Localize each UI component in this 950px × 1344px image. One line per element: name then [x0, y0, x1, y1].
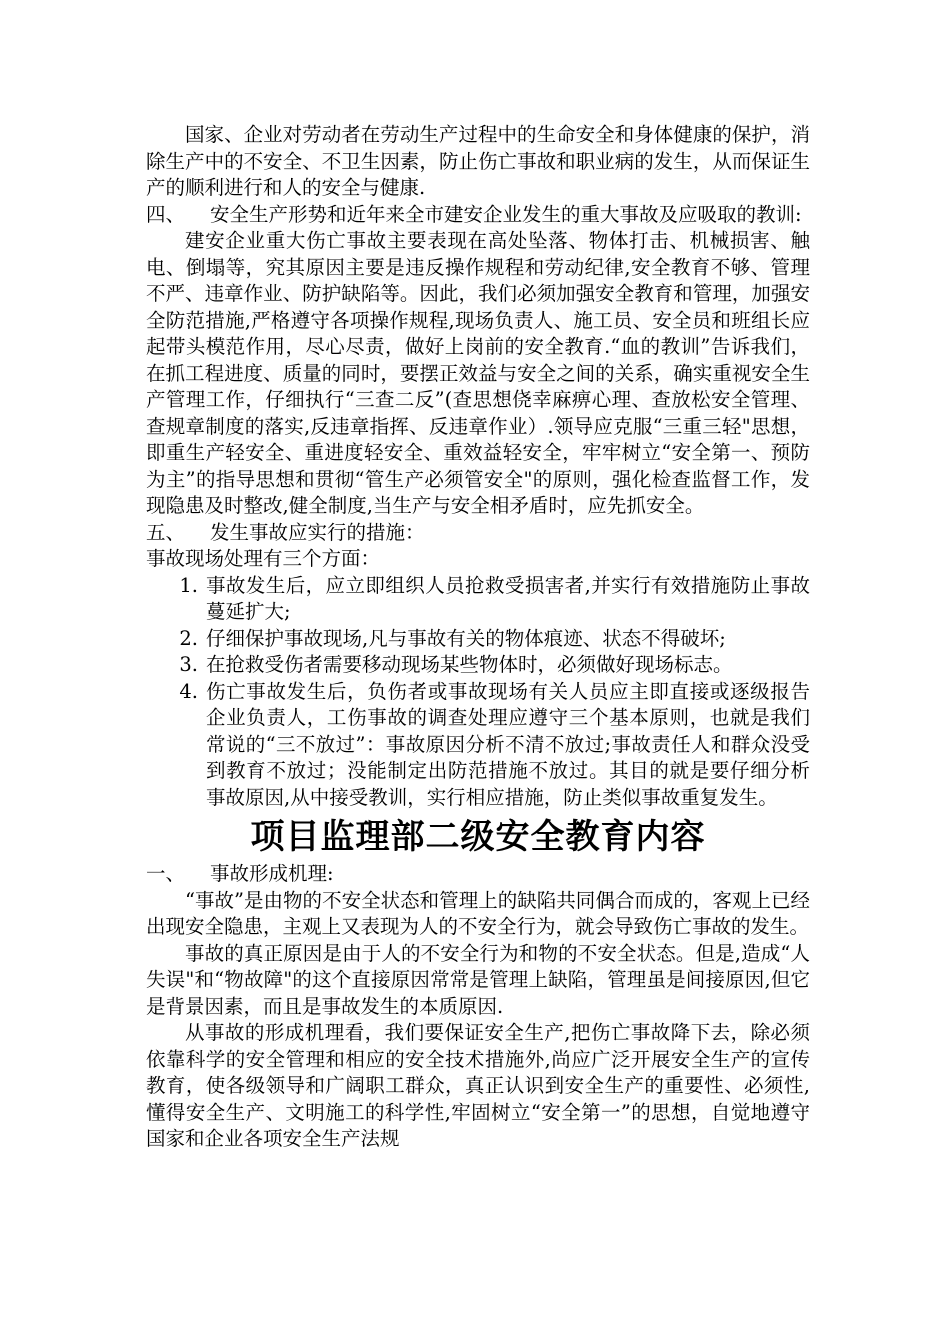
section-4-heading — [146, 202, 810, 229]
list-item — [146, 652, 810, 679]
list-item-number: 3. — [179, 653, 198, 676]
section-1-title: 事故形成机理: — [210, 862, 334, 885]
list-item-text: 伤亡事故发生后，负伤者或事故现场有关人员应主即直接或逐级报告企业负责人，工伤事故的调查处理应遵守三个基本原则，也就是我们常说的“三不放过”：事故原因分析不清不放过;事故责任人和群众没受到教育不放过；没能制定出防范措施不放过。其目的就是要仔细分析事故原因,从中接受教训，实行相应措施，防止类似事故重复发生。 — [206, 679, 810, 809]
list-item-text: 事故发生后，应立即组织人员抢救受损害者,并实行有效措施防止事故蔓延扩大; — [206, 573, 810, 623]
steps-list — [146, 573, 810, 812]
intro-paragraph: 国家、企业对劳动者在劳动生产过程中的生命安全和身体健康的保护，消除生产中的不安全、不卫生因素，防止伤亡事故和职业病的发生，从而保证生产的顺利进行和人的安全与健康. — [146, 123, 810, 199]
list-item — [146, 679, 810, 812]
section-1-paragraph-1: “事故”是由物的不安全状态和管理上的缺陷共同偶合而成的，客观上已经出现安全隐患，主观上又表现为人的不安全行为，就会导致伤亡事故的发生。 — [146, 888, 810, 938]
list-item-number: 1. — [179, 573, 198, 597]
main-title: 项目监理部二级安全教育内容 — [250, 817, 706, 857]
list-item-text: 在抢救受伤者需要移动现场某些物体时，必须做好现场标志。 — [206, 653, 733, 676]
list-item — [146, 573, 810, 626]
section-5-title: 发生事故应实行的措施： — [210, 520, 425, 544]
list-item-number: 4. — [179, 679, 198, 703]
section-4-number: 四、 — [146, 202, 186, 226]
document-page — [146, 122, 810, 1153]
section-5-heading — [146, 520, 810, 547]
section-1-heading — [146, 861, 810, 888]
section-4-body: 建安企业重大伤亡事故主要表现在高处坠落、物体打击、机械损害、触电、倒塌等，究其原因主要是违反操作规程和劳动纪律,安全教育不够、管理不严、违章作业、防护缺陷等。因此，我们必须加强安全教育和管理，加强安全防范措施,严格遵守各项操作规程,现场负责人、施工员、安全员和班组长应起带头模范作用，尽心尽责，做好上岗前的安全教育.“血的教训”告诉我们，在抓工程进度、质量的同时，要摆正效益与安全之间的关系，确实重视安全生产管理工作，仔细执行“三查二反”(查思想侥幸麻痹心理、查放松安全管理、查规章制度的落实,反违章指挥、反违章作业）.领导应克服“三重三轻"思想，即重生产轻安全、重进度轻安全、重效益轻安全，牢牢树立“安全第一、预防为主”的指导思想和贯彻“管生产必须管安全"的原则，强化检查监督工作，发现隐患及时整改,健全制度,当生产与安全相矛盾时，应先抓安全。 — [146, 229, 810, 517]
section-5-intro: 事故现场处理有三个方面： — [146, 547, 381, 570]
section-1-paragraph-3: 从事故的形成机理看，我们要保证安全生产,把伤亡事故降下去，除必须依靠科学的安全管理和相应的安全技术措施外,尚应广泛开展安全生产的宣传教育，使各级领导和广阔职工群众，真正认识到安全生产的重要性、必须性,懂得安全生产、文明施工的科学性,牢固树立“安全第一”的思想，自觉地遵守国家和企业各项安全生产法规 — [146, 1021, 810, 1150]
section-5-number: 五、 — [146, 520, 186, 544]
list-item-number: 2. — [179, 626, 198, 650]
section-4-title: 安全生产形势和近年来全市建安企业发生的重大事故及应吸取的教训: — [210, 202, 802, 226]
list-item-text: 仔细保护事故现场,凡与事故有关的物体痕迹、状态不得破坏; — [206, 626, 726, 650]
list-item — [146, 626, 810, 653]
section-1-paragraph-2: 事故的真正原因是由于人的不安全行为和物的不安全状态。但是,造成“人失误"和“物故障"的这个直接原因常常是管理上缺陷，管理虽是间接原因,但它是背景因素，而且是事故发生的本质原因. — [146, 941, 810, 1018]
section-1-number: 一、 — [146, 862, 186, 885]
